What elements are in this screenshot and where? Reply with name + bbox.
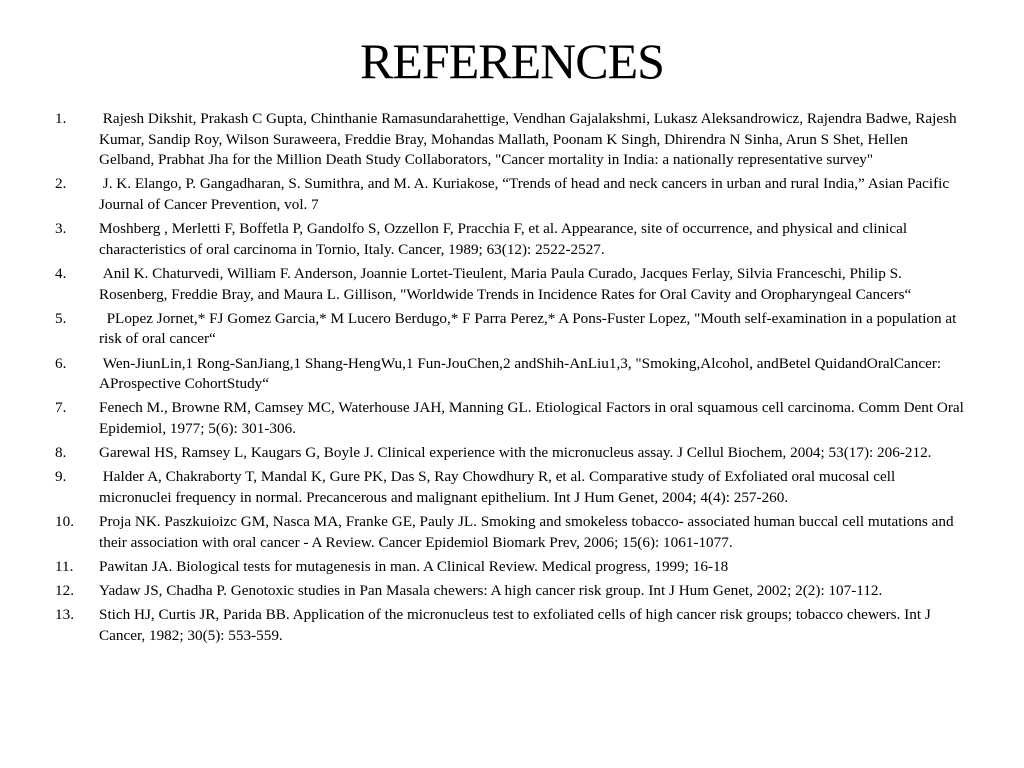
reference-text: Fenech M., Browne RM, Camsey MC, Waterhouse JAH, Manning GL. Etiological Factors in oral squamous cell carcinoma. Comm Dent Oral Epidemiol, 1977; 5(6): 301-306.: [99, 399, 968, 437]
reference-number: 4.: [55, 264, 67, 282]
reference-number: 11.: [55, 557, 74, 575]
reference-item: [0, 309, 1024, 350]
reference-item: [0, 443, 1024, 464]
reference-text: Rajesh Dikshit, Prakash C Gupta, Chinthanie Ramasundarahettige, Vendhan Gajalakshmi, Lukasz Aleksandrowicz, Rajendra Badwe, Rajesh Kumar, Sandip Roy, Wilson Suraweera, Freddie Bray, Mohandas Mallath, Poonam K Singh, Dhirendra N Sinha, Arun S Shet, Hellen Gelband, Prabhat Jha for the Million Death Study Collaborators, "Cancer mortality in India: a nationally representative survey": [99, 110, 961, 169]
reference-text: Yadaw JS, Chadha P. Genotoxic studies in Pan Masala chewers: A high cancer risk group. Int J Hum Genet, 2002; 2(2): 107-112.: [99, 582, 883, 599]
reference-item: [0, 467, 1024, 508]
page-title: REFERENCES: [360, 33, 664, 89]
reference-text: Proja NK. Paszkuioizc GM, Nasca MA, Franke GE, Pauly JL. Smoking and smokeless tobacco- associated human buccal cell mutations and their association with oral cancer - A Review. Cancer Epidemiol Biomark Prev, 2006; 15(6): 1061-1077.: [99, 513, 958, 551]
reference-text: Pawitan JA. Biological tests for mutagenesis in man. A Clinical Review. Medical progress, 1999; 16-18: [99, 557, 729, 575]
reference-number: 13.: [55, 606, 74, 624]
reference-item: [0, 605, 1024, 646]
reference-number: 3.: [55, 220, 67, 238]
reference-item: [0, 512, 1024, 553]
reference-text: Moshberg , Merletti F, Boffetla P, Gandolfo S, Ozzellon F, Pracchia F, et al. Appearance, site of occurrence, and physical and clinical characteristics of oral carcinoma in Tornio, Italy. Cancer, 1989; 63(12): 2522-2527.: [99, 220, 911, 258]
reference-item: [0, 264, 1024, 305]
reference-number: 8.: [55, 444, 67, 462]
reference-text: Halder A, Chakraborty T, Mandal K, Gure PK, Das S, Ray Chowdhury R, et al. Comparative study of Exfoliated oral mucosal cell micronuclei frequency in normal. Precancerous and malignant epithelium. Int J Hum Genet, 2004; 4(4): 257-260.: [99, 468, 899, 506]
reference-item: [0, 398, 1024, 439]
reference-item: [0, 109, 1024, 171]
reference-number: 10.: [55, 513, 74, 531]
reference-text: Stich HJ, Curtis JR, Parida BB. Application of the micronucleus test to exfoliated cells of high cancer risk groups; tobacco chewers. Int J Cancer, 1982; 30(5): 553-559.: [99, 606, 935, 644]
reference-number: 7.: [55, 399, 67, 417]
reference-list: [0, 109, 1024, 650]
reference-item: [0, 557, 1024, 578]
reference-number: 2.: [55, 175, 67, 193]
reference-item: [0, 354, 1024, 395]
reference-number: 5.: [55, 309, 67, 327]
reference-number: 6.: [55, 354, 67, 372]
reference-number: 12.: [55, 582, 74, 599]
reference-number: 1.: [55, 110, 67, 127]
reference-number: 9.: [55, 468, 67, 486]
reference-text: Garewal HS, Ramsey L, Kaugars G, Boyle J. Clinical experience with the micronucleus assay. J Cellul Biochem, 2004; 53(17): 206-212.: [99, 444, 932, 462]
reference-text: J. K. Elango, P. Gangadharan, S. Sumithra, and M. A. Kuriakose, “Trends of head and neck cancers in urban and rural India,” Asian Pacific Journal of Cancer Prevention, vol. 7: [99, 175, 953, 213]
reference-text: Anil K. Chaturvedi, William F. Anderson, Joannie Lortet-Tieulent, Maria Paula Curado, Jacques Ferlay, Silvia Franceschi, Philip S. Rosenberg, Freddie Bray, and Maura L. Gillison, "Worldwide Trends in Incidence Rates for Oral Cavity and Oropharyngeal Cancers“: [99, 264, 912, 303]
reference-item: [0, 219, 1024, 260]
reference-text: Wen-JiunLin,1 Rong-SanJiang,1 Shang-HengWu,1 Fun-JouChen,2 andShih-AnLiu1,3, "Smoking,Alcohol, andBetel QuidandOralCancer: AProspective CohortStudy“: [99, 354, 945, 393]
reference-item: [0, 174, 1024, 215]
reference-item: [0, 581, 1024, 602]
reference-text: PLopez Jornet,* FJ Gomez Garcia,* M Lucero Berdugo,* F Parra Perez,* A Pons-Fuster Lopez, "Mouth self-examination in a population at risk of oral cancer“: [99, 309, 961, 348]
